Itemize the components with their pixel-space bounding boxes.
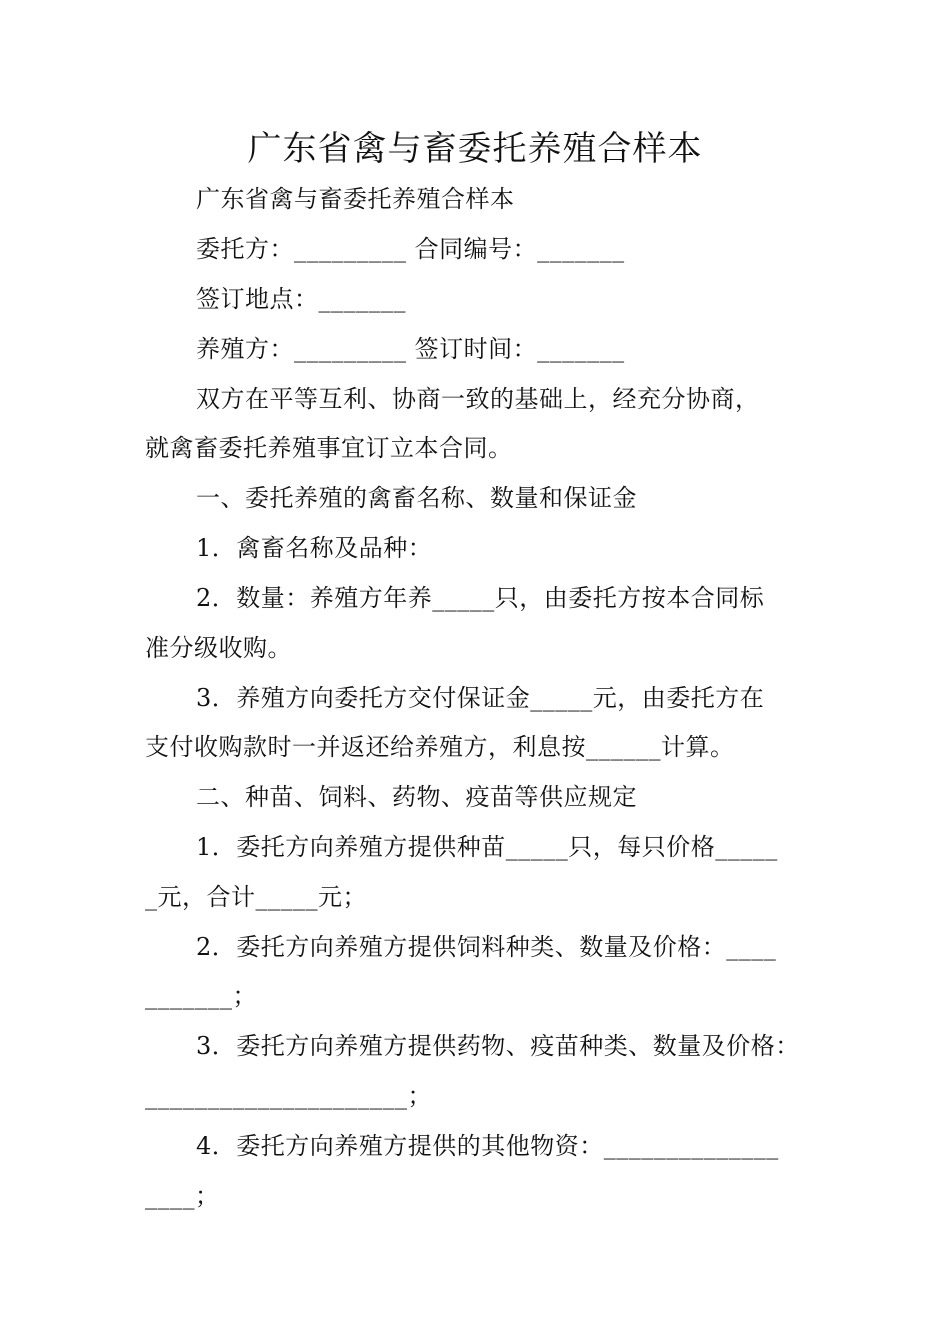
clause-1-2-line-1: 2．数量：养殖方年养_____只，由委托方按本合同标	[196, 584, 765, 612]
clause-2-4-line-2: ____；	[145, 1182, 220, 1210]
clause-2-3-line-1: 3．委托方向养殖方提供药物、疫苗种类、数量及价格：	[196, 1032, 800, 1060]
section-1-heading: 一、委托养殖的禽畜名称、数量和保证金	[196, 484, 637, 512]
breeder-signing-time-line: 养殖方：_________ 签订时间：_______	[196, 335, 625, 363]
preamble-line-1: 双方在平等互利、协商一致的基础上，经充分协商，	[196, 385, 760, 413]
clause-1-3-line-2: 支付收购款时一并返还给养殖方，利息按______计算。	[145, 733, 735, 761]
signing-place-line: 签订地点：_______	[196, 285, 406, 313]
section-2-heading: 二、种苗、饲料、药物、疫苗等供应规定	[196, 783, 637, 811]
subtitle-line: 广东省禽与畜委托养殖合样本	[196, 185, 515, 213]
document-title: 广东省禽与畜委托养殖合样本	[247, 129, 703, 169]
preamble-line-2: 就禽畜委托养殖事宜订立本合同。	[145, 434, 513, 462]
clause-2-2-line-2: _______；	[145, 982, 257, 1010]
clause-2-2-line-1: 2．委托方向养殖方提供饲料种类、数量及价格：____	[196, 933, 777, 961]
clause-1-1: 1．禽畜名称及品种：	[196, 534, 433, 562]
clause-1-3-line-1: 3．养殖方向委托方交付保证金_____元，由委托方在	[196, 684, 765, 712]
clause-2-3-line-2: _____________________；	[145, 1082, 432, 1110]
clause-2-1-line-1: 1．委托方向养殖方提供种苗_____只，每只价格_____	[196, 833, 778, 861]
clause-2-4-line-1: 4．委托方向养殖方提供的其他物资：______________	[196, 1132, 779, 1160]
clause-2-1-line-2: _元，合计_____元；	[145, 883, 367, 911]
client-contract-no-line: 委托方：_________ 合同编号：_______	[196, 235, 625, 263]
clause-1-2-line-2: 准分级收购。	[145, 634, 292, 662]
